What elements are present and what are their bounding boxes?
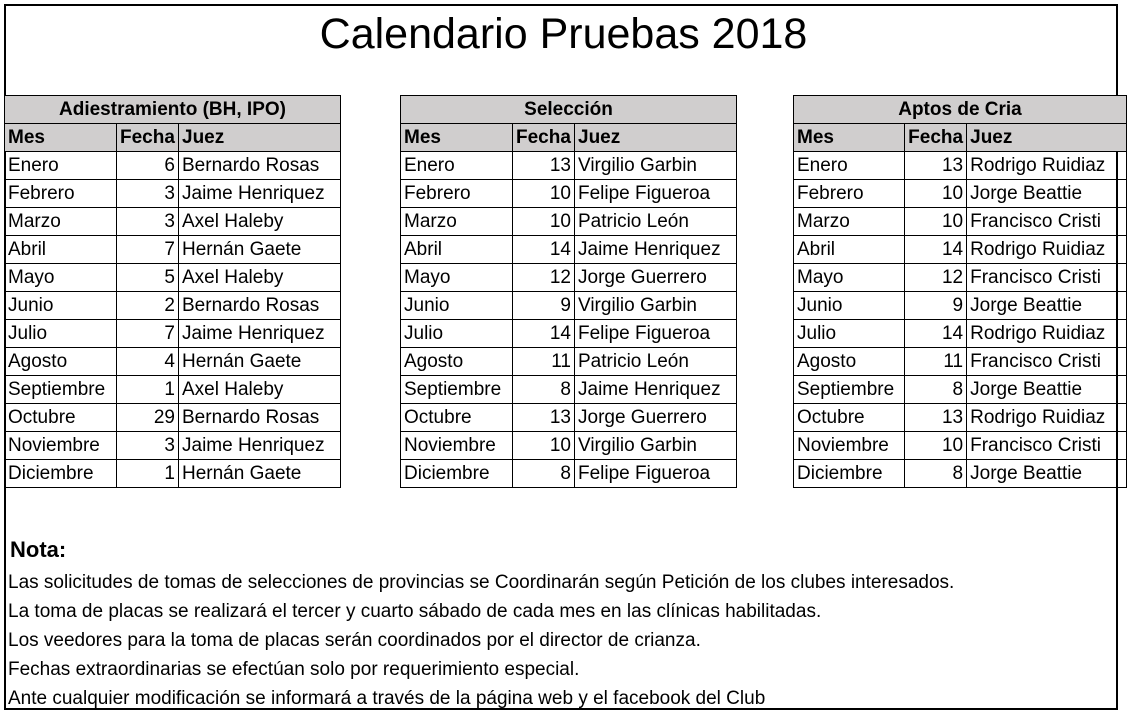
cell-juez: Bernardo Rosas — [179, 152, 341, 180]
table-row — [5, 460, 341, 488]
cell-mes: Mayo — [794, 264, 905, 292]
cell-fecha: 7 — [117, 320, 179, 348]
cell-juez: Virgilio Garbin — [575, 432, 737, 460]
nota-line: Ante cualquier modificación se informará a través de la página web y el facebook del Club — [8, 688, 766, 709]
nota-heading: Nota: — [10, 537, 67, 562]
table-row — [401, 180, 737, 208]
cell-juez: Jorge Beattie — [967, 376, 1127, 404]
cell-mes: Marzo — [5, 208, 117, 236]
column-header-mes: Mes — [401, 124, 513, 152]
cell-fecha: 13 — [905, 152, 967, 180]
cell-fecha: 14 — [513, 236, 575, 264]
table-row — [794, 432, 1127, 460]
cell-fecha: 13 — [513, 152, 575, 180]
cell-fecha: 1 — [117, 376, 179, 404]
cell-fecha: 4 — [117, 348, 179, 376]
cell-juez: Rodrigo Ruidiaz — [967, 404, 1127, 432]
cell-juez: Felipe Figueroa — [575, 180, 737, 208]
cell-fecha: 11 — [513, 348, 575, 376]
cell-mes: Enero — [401, 152, 513, 180]
cell-juez: Jaime Henriquez — [575, 376, 737, 404]
column-header-fecha: Fecha — [513, 124, 575, 152]
table-row — [401, 376, 737, 404]
cell-juez: Axel Haleby — [179, 208, 341, 236]
cell-mes: Agosto — [794, 348, 905, 376]
cell-juez: Patricio León — [575, 348, 737, 376]
cell-juez: Jaime Henriquez — [575, 236, 737, 264]
table-row — [794, 404, 1127, 432]
table-row — [5, 320, 341, 348]
cell-juez: Bernardo Rosas — [179, 292, 341, 320]
table-heading: Adiestramiento (BH, IPO) — [5, 96, 341, 124]
table-row — [401, 348, 737, 376]
column-header-juez: Juez — [967, 124, 1127, 152]
cell-juez: Jaime Henriquez — [179, 432, 341, 460]
cell-mes: Agosto — [401, 348, 513, 376]
nota-line: Los veedores para la toma de placas serán coordinados por el director de crianza. — [8, 630, 701, 651]
cell-fecha: 10 — [513, 432, 575, 460]
cell-fecha: 14 — [905, 320, 967, 348]
cell-fecha: 9 — [905, 292, 967, 320]
table-row — [794, 320, 1127, 348]
table-row — [401, 208, 737, 236]
cell-mes: Julio — [401, 320, 513, 348]
cell-juez: Axel Haleby — [179, 376, 341, 404]
table-row — [401, 460, 737, 488]
nota-line: La toma de placas se realizará el tercer y cuarto sábado de cada mes en las clínicas habilitadas. — [8, 601, 822, 622]
cell-juez: Francisco Cristi — [967, 208, 1127, 236]
cell-juez: Jorge Beattie — [967, 460, 1127, 488]
table-row — [5, 152, 341, 180]
cell-mes: Diciembre — [794, 460, 905, 488]
table-row — [794, 348, 1127, 376]
cell-fecha: 14 — [513, 320, 575, 348]
cell-fecha: 8 — [513, 460, 575, 488]
cell-juez: Jorge Guerrero — [575, 404, 737, 432]
table-seleccion — [400, 95, 737, 488]
cell-juez: Jorge Guerrero — [575, 264, 737, 292]
cell-fecha: 3 — [117, 432, 179, 460]
cell-mes: Enero — [794, 152, 905, 180]
cell-mes: Septiembre — [794, 376, 905, 404]
cell-mes: Julio — [794, 320, 905, 348]
table-adiestramiento — [4, 95, 341, 488]
table-heading: Selección — [401, 96, 737, 124]
cell-fecha: 13 — [513, 404, 575, 432]
table-row — [5, 292, 341, 320]
cell-juez: Francisco Cristi — [967, 348, 1127, 376]
cell-mes: Octubre — [5, 404, 117, 432]
cell-mes: Octubre — [794, 404, 905, 432]
column-header-juez: Juez — [575, 124, 737, 152]
cell-juez: Hernán Gaete — [179, 236, 341, 264]
table-row — [794, 376, 1127, 404]
cell-juez: Felipe Figueroa — [575, 320, 737, 348]
table-row — [5, 236, 341, 264]
cell-fecha: 12 — [905, 264, 967, 292]
cell-juez: Virgilio Garbin — [575, 152, 737, 180]
cell-juez: Virgilio Garbin — [575, 292, 737, 320]
cell-fecha: 3 — [117, 180, 179, 208]
cell-fecha: 3 — [117, 208, 179, 236]
cell-mes: Enero — [5, 152, 117, 180]
cell-juez: Francisco Cristi — [967, 264, 1127, 292]
cell-fecha: 8 — [905, 376, 967, 404]
cell-mes: Abril — [794, 236, 905, 264]
cell-fecha: 10 — [513, 208, 575, 236]
table-row — [794, 264, 1127, 292]
column-header-mes: Mes — [5, 124, 117, 152]
cell-fecha: 5 — [117, 264, 179, 292]
cell-juez: Hernán Gaete — [179, 460, 341, 488]
cell-mes: Noviembre — [5, 432, 117, 460]
cell-juez: Axel Haleby — [179, 264, 341, 292]
cell-mes: Junio — [794, 292, 905, 320]
cell-juez: Jaime Henriquez — [179, 180, 341, 208]
page-title: Calendario Pruebas 2018 — [319, 10, 808, 58]
cell-fecha: 9 — [513, 292, 575, 320]
cell-mes: Noviembre — [401, 432, 513, 460]
cell-mes: Diciembre — [401, 460, 513, 488]
cell-mes: Junio — [5, 292, 117, 320]
table-row — [5, 404, 341, 432]
cell-fecha: 8 — [513, 376, 575, 404]
cell-mes: Septiembre — [5, 376, 117, 404]
cell-juez: Rodrigo Ruidiaz — [967, 236, 1127, 264]
cell-fecha: 7 — [117, 236, 179, 264]
cell-fecha: 11 — [905, 348, 967, 376]
cell-fecha: 10 — [905, 208, 967, 236]
cell-juez: Francisco Cristi — [967, 432, 1127, 460]
cell-mes: Abril — [5, 236, 117, 264]
column-header-mes: Mes — [794, 124, 905, 152]
cell-fecha: 1 — [117, 460, 179, 488]
cell-juez: Patricio León — [575, 208, 737, 236]
cell-fecha: 29 — [117, 404, 179, 432]
cell-juez: Felipe Figueroa — [575, 460, 737, 488]
table-row — [401, 404, 737, 432]
cell-mes: Septiembre — [401, 376, 513, 404]
cell-fecha: 10 — [513, 180, 575, 208]
cell-mes: Junio — [401, 292, 513, 320]
table-row — [5, 264, 341, 292]
cell-mes: Febrero — [5, 180, 117, 208]
cell-mes: Noviembre — [794, 432, 905, 460]
table-row — [794, 292, 1127, 320]
table-row — [5, 432, 341, 460]
cell-mes: Febrero — [794, 180, 905, 208]
column-header-fecha: Fecha — [905, 124, 967, 152]
cell-mes: Abril — [401, 236, 513, 264]
cell-fecha: 2 — [117, 292, 179, 320]
table-row — [401, 236, 737, 264]
nota-lines — [8, 568, 954, 713]
cell-mes: Julio — [5, 320, 117, 348]
nota-line: Fechas extraordinarias se efectúan solo por requerimiento especial. — [8, 659, 580, 680]
cell-juez: Bernardo Rosas — [179, 404, 341, 432]
table-row — [5, 208, 341, 236]
cell-mes: Octubre — [401, 404, 513, 432]
cell-mes: Marzo — [794, 208, 905, 236]
table-row — [5, 376, 341, 404]
table-row — [5, 348, 341, 376]
column-header-fecha: Fecha — [117, 124, 179, 152]
table-row — [401, 152, 737, 180]
cell-mes: Diciembre — [5, 460, 117, 488]
table-row — [794, 236, 1127, 264]
table-row — [401, 432, 737, 460]
table-row — [401, 264, 737, 292]
cell-juez: Jaime Henriquez — [179, 320, 341, 348]
cell-juez: Hernán Gaete — [179, 348, 341, 376]
cell-mes: Febrero — [401, 180, 513, 208]
table-row — [794, 152, 1127, 180]
table-row — [794, 180, 1127, 208]
cell-juez: Jorge Beattie — [967, 180, 1127, 208]
table-row — [794, 460, 1127, 488]
table-row — [401, 320, 737, 348]
cell-fecha: 10 — [905, 180, 967, 208]
table-row — [401, 292, 737, 320]
cell-juez: Jorge Beattie — [967, 292, 1127, 320]
cell-fecha: 14 — [905, 236, 967, 264]
cell-mes: Mayo — [5, 264, 117, 292]
cell-fecha: 8 — [905, 460, 967, 488]
cell-mes: Mayo — [401, 264, 513, 292]
cell-fecha: 12 — [513, 264, 575, 292]
cell-mes: Marzo — [401, 208, 513, 236]
table-row — [5, 180, 341, 208]
cell-fecha: 13 — [905, 404, 967, 432]
cell-fecha: 10 — [905, 432, 967, 460]
table-heading: Aptos de Cria — [794, 96, 1127, 124]
cell-juez: Rodrigo Ruidiaz — [967, 152, 1127, 180]
table-aptos-de-cria — [793, 95, 1127, 488]
cell-mes: Agosto — [5, 348, 117, 376]
cell-juez: Rodrigo Ruidiaz — [967, 320, 1127, 348]
column-header-juez: Juez — [179, 124, 341, 152]
table-row — [794, 208, 1127, 236]
nota-line: Las solicitudes de tomas de selecciones de provincias se Coordinarán según Petición de los clubes interesados. — [8, 572, 955, 593]
cell-fecha: 6 — [117, 152, 179, 180]
